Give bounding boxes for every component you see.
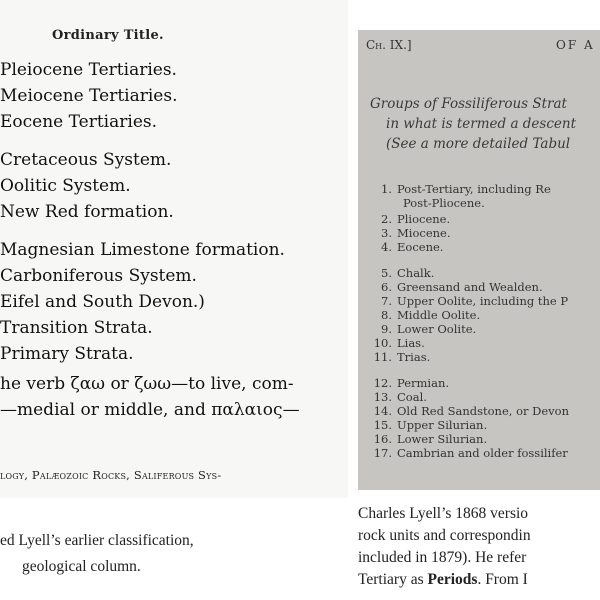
left-line: Pleiocene Tertiaries. bbox=[0, 60, 177, 80]
left-line: he verb ζαω or ζωω—to live, com- bbox=[0, 374, 294, 394]
left-line: Magnesian Limestone formation. bbox=[0, 240, 285, 260]
strata-list-item: 8. Middle Oolite. bbox=[381, 308, 481, 322]
strata-list-item: 9. Lower Oolite. bbox=[381, 322, 477, 336]
left-line: Cretaceous System. bbox=[0, 150, 172, 170]
left-line: Eocene Tertiaries. bbox=[0, 112, 158, 132]
strata-list-item: 15. Upper Silurian. bbox=[373, 418, 488, 432]
strata-list-item: 4. Eocene. bbox=[381, 240, 444, 254]
right-header-running: OF A bbox=[556, 38, 595, 52]
strata-list-item: 2. Pliocene. bbox=[381, 212, 451, 226]
left-line: —medial or middle, and παλαιος— bbox=[0, 400, 300, 420]
caption-right-line: Charles Lyell’s 1868 versio bbox=[358, 505, 529, 522]
strata-list-item: 3. Miocene. bbox=[381, 226, 451, 240]
strata-list-item: 11. Trias. bbox=[373, 350, 431, 364]
right-scan-image bbox=[358, 30, 600, 490]
strata-list-item: 6. Greensand and Wealden. bbox=[381, 280, 543, 294]
caption-left-line: ed Lyell’s earlier classification, bbox=[0, 532, 194, 549]
right-title-line: in what is termed a descent bbox=[386, 116, 577, 132]
caption-right-line: included in 1879). He refer bbox=[358, 549, 527, 566]
left-line: New Red formation. bbox=[0, 202, 174, 222]
right-title-line: (See a more detailed Tabul bbox=[386, 136, 571, 152]
right-title-line: Groups of Fossiliferous Strat bbox=[370, 96, 567, 112]
strata-list-item: 17. Cambrian and older fossilifer bbox=[373, 446, 568, 460]
strata-list-item: 13. Coal. bbox=[373, 390, 427, 404]
strata-list-item: 7. Upper Oolite, including the P bbox=[381, 294, 569, 308]
left-line: Primary Strata. bbox=[0, 344, 134, 364]
left-heading: Ordinary Title. bbox=[52, 28, 164, 43]
left-line: Oolitic System. bbox=[0, 176, 131, 196]
strata-list-item: Post-Pliocene. bbox=[403, 196, 485, 210]
strata-list-item: 5. Chalk. bbox=[381, 266, 435, 280]
strata-list-item: 16. Lower Silurian. bbox=[373, 432, 488, 446]
left-footer: logy, Palæozoic Rocks, Saliferous Sys- bbox=[0, 468, 222, 482]
caption-right-line: Tertiary as Periods. From I bbox=[358, 571, 528, 588]
strata-list-item: 10. Lias. bbox=[373, 336, 425, 350]
left-line: Meiocene Tertiaries. bbox=[0, 86, 178, 106]
caption-left-line: geological column. bbox=[22, 558, 141, 575]
left-line: Carboniferous System. bbox=[0, 266, 197, 286]
left-scan-image bbox=[0, 0, 348, 498]
strata-list-item: 14. Old Red Sandstone, or Devon bbox=[373, 404, 570, 418]
left-line: Transition Strata. bbox=[0, 318, 153, 338]
right-header-chapter: Ch. IX.] bbox=[366, 38, 412, 52]
caption-bold-term: Periods bbox=[427, 571, 478, 588]
strata-list-item: 12. Permian. bbox=[373, 376, 450, 390]
caption-right-line: rock units and correspondin bbox=[358, 527, 531, 544]
strata-list-item: 1. Post-Tertiary, including Re bbox=[381, 182, 551, 196]
left-line: Eifel and South Devon.) bbox=[0, 292, 205, 312]
